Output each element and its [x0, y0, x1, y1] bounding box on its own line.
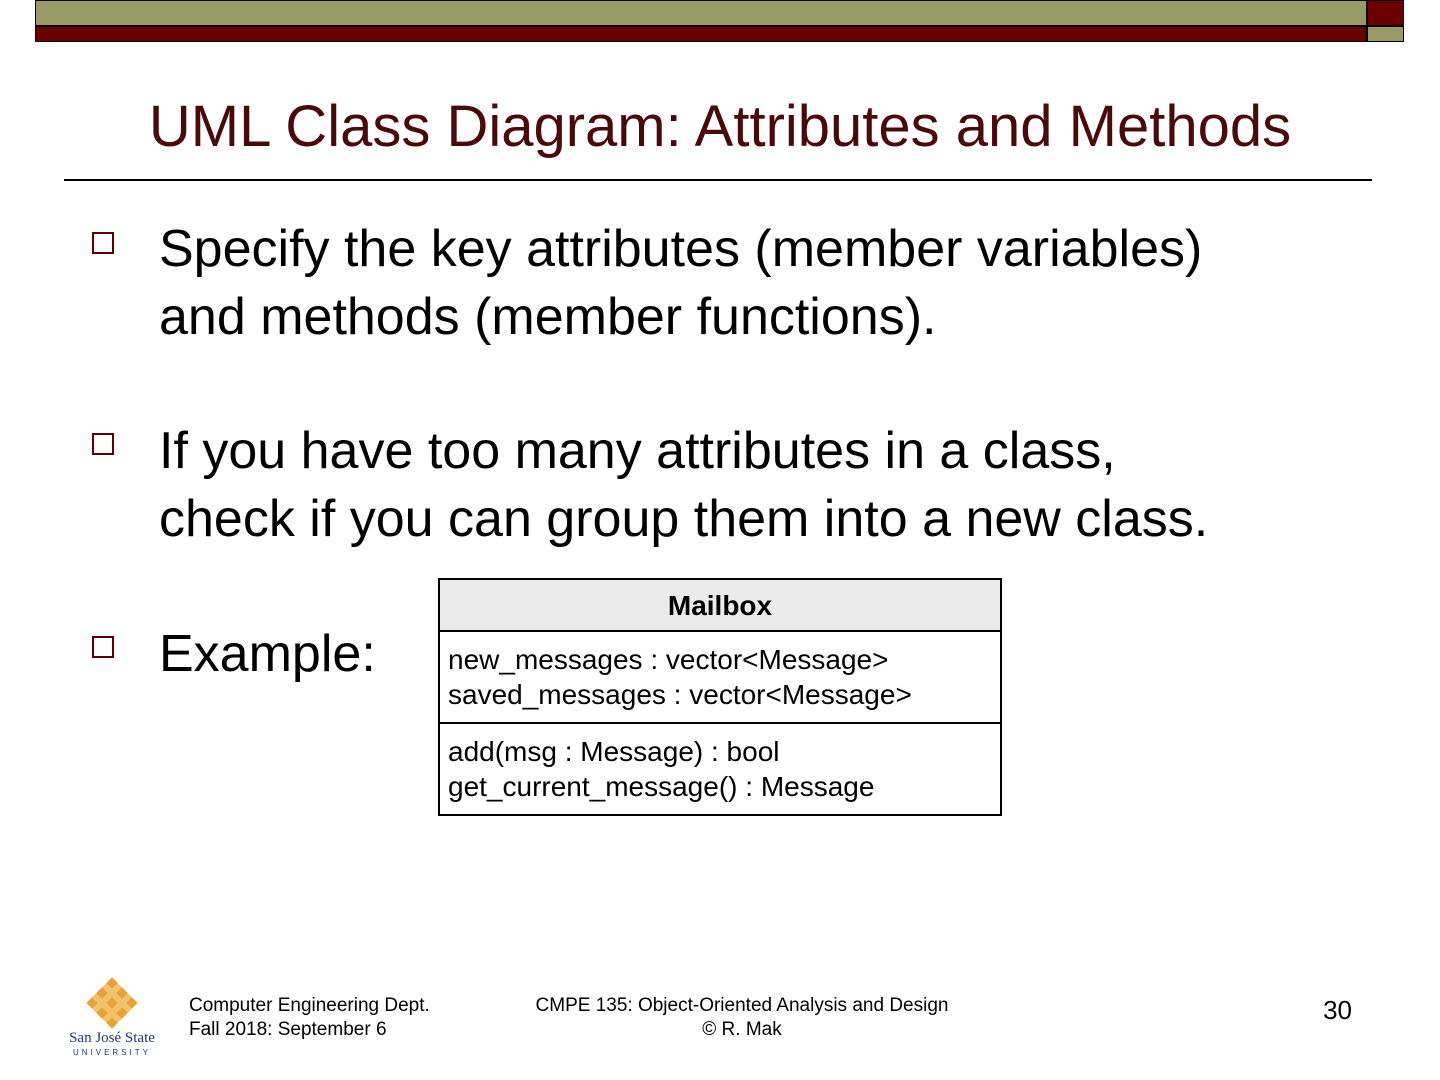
footer-left: [189, 994, 430, 1042]
uml-attribute: new_messages : vector<Message>: [448, 644, 889, 675]
header-corner-olive: [1367, 26, 1404, 42]
uml-methods-section: [440, 724, 1000, 814]
footer-date: Fall 2018: September 6: [189, 1019, 387, 1040]
bullet-square-icon: [92, 636, 114, 658]
logo-text-top: San José State: [69, 1030, 155, 1046]
footer-center: [500, 994, 984, 1042]
bullet-2-line-1: If you have too many attributes in a class,: [159, 422, 1116, 480]
bullet-item-2: [159, 417, 1208, 553]
uml-method: add(msg : Message) : bool: [448, 736, 780, 767]
footer-dept: Computer Engineering Dept.: [189, 995, 430, 1016]
footer-author: © R. Mak: [702, 1019, 782, 1040]
bullet-3-line-1: Example:: [159, 625, 376, 683]
bullet-item-3: [159, 620, 376, 688]
uml-attributes-section: [440, 632, 1000, 724]
bullet-1-line-2: and methods (member functions).: [159, 288, 937, 346]
uml-class-name: Mailbox: [440, 580, 1000, 632]
uml-method: get_current_message() : Message: [448, 771, 875, 802]
sjsu-logo: [64, 976, 160, 1058]
header-corner-maroon: [1367, 0, 1404, 26]
header-bar-maroon: [35, 26, 1367, 42]
bullet-2-line-2: check if you can group them into a new class.: [159, 490, 1209, 548]
bullet-square-icon: [92, 433, 114, 455]
bullet-1-line-1: Specify the key attributes (member variables): [159, 220, 1203, 278]
logo-text-bottom: UNIVERSITY: [72, 1048, 152, 1057]
title-divider: [64, 179, 1372, 181]
page-number: 30: [1323, 995, 1352, 1025]
header-bar-olive: [35, 0, 1367, 26]
bullet-square-icon: [92, 232, 114, 254]
uml-class-box: [438, 578, 1002, 816]
footer-course: CMPE 135: Object-Oriented Analysis and Design: [535, 995, 949, 1016]
bullet-item-1: [159, 215, 1202, 351]
uml-attribute: saved_messages : vector<Message>: [448, 679, 912, 710]
slide-title: UML Class Diagram: Attributes and Methods: [148, 94, 1292, 159]
